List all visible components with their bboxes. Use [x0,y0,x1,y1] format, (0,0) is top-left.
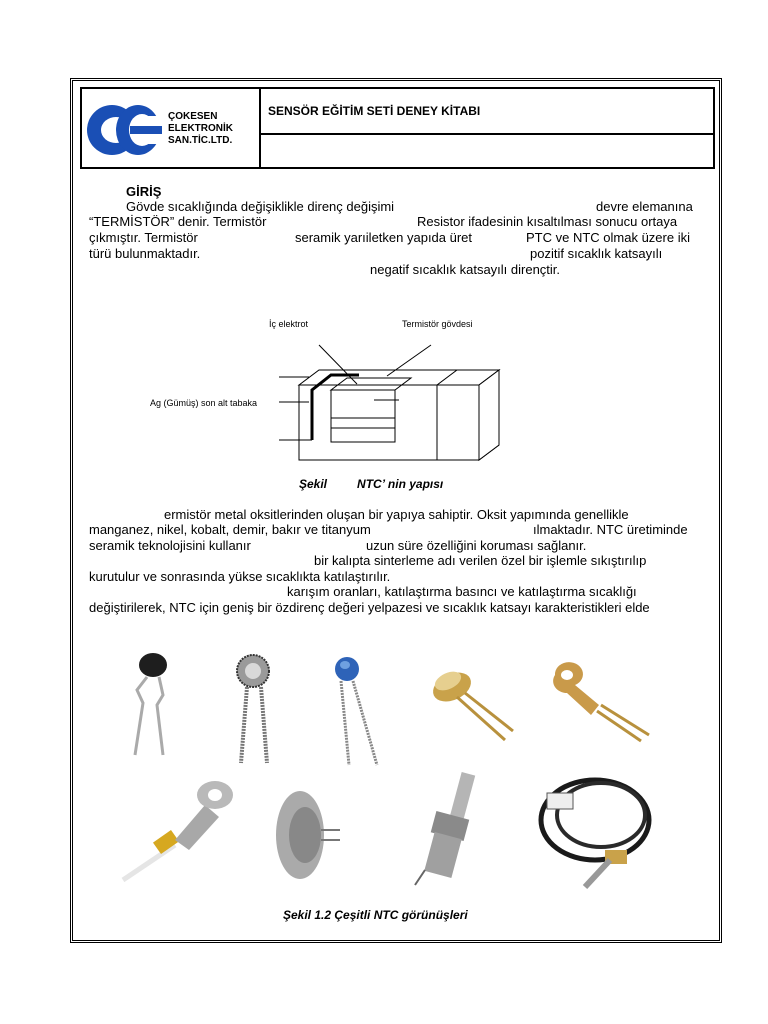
body-line: uzun süre özelliğini koruması sağlanır. [366,538,587,553]
body-line: karışım oranları, katılaştırma basıncı ve katılaştırma sıcaklığı [287,584,637,599]
figure-caption-ntc-views: Şekil 1.2 Çeşitli NTC görünüşleri [283,908,468,922]
ntc-can-gold [428,667,513,740]
intro-line: devre elemanına [596,199,693,214]
section-heading: GİRİŞ [126,184,162,199]
label-thermistor-body: Termistör gövdesi [402,319,473,329]
label-silver-layer: Ag (Gümüş) son alt tabaka [150,398,258,408]
intro-line: Gövde sıcaklığında değişiklikle direnç değişimi [126,199,395,214]
intro-line: çıkmıştır. Termistör [89,230,198,245]
body-line: ermistör metal oksitlerinden oluşan bir yapıya sahiptir. Oksit yapımında genellikle [164,507,629,522]
intro-line: “TERMİSTÖR” denir. Termistör [89,214,267,229]
label-inner-electrode: İç elektrot [269,319,309,329]
intro-line: pozitif sıcaklık katsayılı [530,246,663,261]
subtitle-cell [261,135,715,169]
ntc-cable-probe [541,780,649,887]
document-title: SENSÖR EĞİTİM SETİ DENEY KİTABI [268,104,481,118]
ntc-photos-grid [115,645,675,895]
ntc-flange-disc [276,791,340,879]
ntc-threaded-probe [415,772,475,885]
intro-line: türü bulunmaktadır. [89,246,201,261]
figure-caption-ntc: Şekil NTC’ nin yapısı [299,477,444,491]
body-line: seramik teknolojisini kullanır [89,538,251,553]
ntc-structure-diagram [279,340,529,470]
body-line: manganez, nikel, kobalt, demir, bakır ve titanyum [89,522,371,537]
intro-line: seramik yarıiletken yapıda üret [295,230,473,245]
ntc-disc-black [135,653,167,755]
body-line: kurutulur ve sonrasında yükse sıcaklıkta katılaştırılır. [89,569,391,584]
intro-line: Resistor ifadesinin kısaltılması sonucu ortaya [417,214,678,229]
ntc-disc-blue [335,657,377,765]
body-line: ılmaktadır. NTC üretiminde [533,522,688,537]
intro-line: PTC ve NTC olmak üzere iki [526,230,690,245]
ntc-ring-lug-cable [123,781,233,880]
ntc-ring-lug [553,662,649,741]
company-logo [86,100,166,160]
body-line: değiştirilerek, NTC için geniş bir özdirenç değeri yelpazesi ve sıcaklık katsayı karakteristikleri elde [89,600,650,615]
ntc-disc-silver [237,655,269,763]
body-line: bir kalıpta sinterleme adı verilen özel bir işlemle sıkıştırılıp [314,553,647,568]
company-name: ÇOKESEN ELEKTRONİK SAN.TİC.LTD. [168,111,233,146]
intro-line: negatif sıcaklık katsayılı dirençtir. [370,262,561,277]
